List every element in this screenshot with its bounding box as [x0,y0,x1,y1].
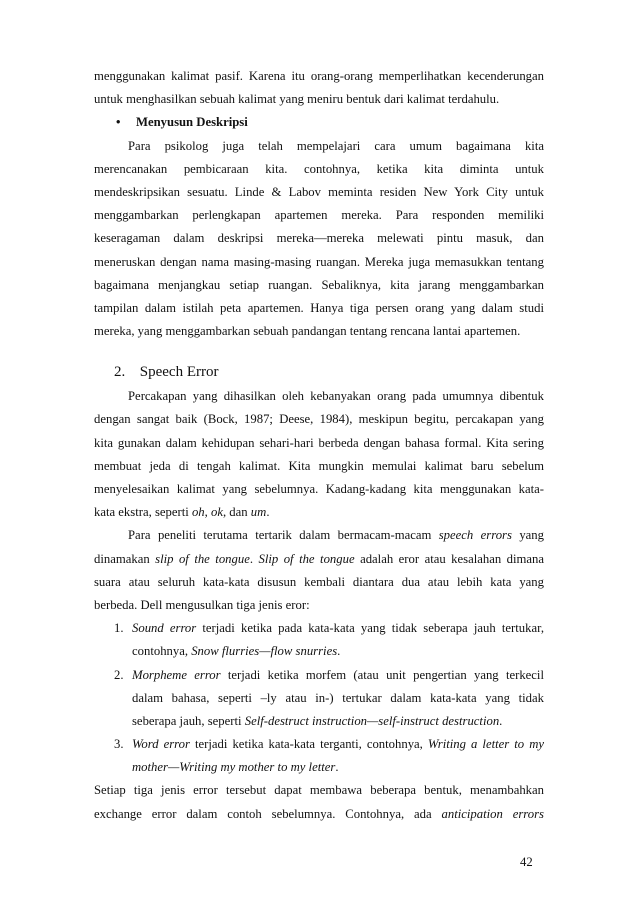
text: . [249,551,259,566]
para3-line-2: dengan sangat baik (Bock, 1987; Deese, 1984), meskipun begitu, percakapan yang [94,412,544,427]
page-body [94,65,544,826]
text: terjadi ketika pada kata-kata yang tidak seberapa jauh tertukar, [196,621,544,636]
text: . [266,505,270,520]
list-line [132,664,544,687]
para5-line-1: Setiap tiga jenis error tersebut dapat membawa beberapa bentuk, menambahkan [94,783,544,798]
term-speech-errors: speech errors [438,528,512,543]
para3-line-6 [94,501,544,524]
para2-line-1: Para psikolog juga telah mempelajari cara umum bagaimana kita [128,138,544,153]
example-um: um [250,505,267,520]
para2-line-6: meneruskan dengan nama masing-masing ruangan. Mereka juga memasukkan tentang [94,254,544,269]
example-oh: oh [191,505,205,520]
term: Morpheme error [132,667,221,682]
text: terjadi ketika kata-kata terganti, contohnya, [189,737,428,752]
para3-line-5: menyelesaikan kalimat yang sebelumnya. Kadang-kadang kita menggunakan kata- [94,482,544,496]
list-line [132,733,544,756]
para3-line-3: kita gunakan dalam kehidupan sehari-hari berbeda dengan bahasa formal. Kita sering [94,435,544,450]
para2-line-8: tampilan dalam istilah peta apartemen. Hanya tiga persen orang yang dalam studi [94,300,544,315]
list-line [132,756,544,779]
list-line: dalam bahasa, seperti –ly atau in-) tertukar dalam kata-kata yang tidak [132,690,544,705]
list-number: 1. [114,621,124,636]
text: . [337,644,341,659]
text: , [204,505,211,520]
para2-line-7: bagaimana menjangkau setiap ruangan. Sebaliknya, kita jarang menggambarkan [94,277,544,292]
para2-line-9: mereka, yang menggambarkan sebuah pandangan tentang rencana lantai apartemen. [94,324,521,339]
para2-line-4: menggambarkan perlengkapan apartemen mereka. Para responden memiliki [94,208,544,223]
term: Word error [132,737,190,752]
term: Sound error [132,621,197,636]
list-item [94,733,544,779]
para3-line-4: membuat jeda di tengah kalimat. Kita mungkin memulai kalimat baru sebelum [94,458,544,473]
term-slip: Slip of the tongue [258,551,355,566]
text: contohnya, [132,644,192,659]
text: terjadi ketika morfem (atau unit pengertian yang terkecil [220,667,544,682]
bullet-text: Menyusun Deskripsi [136,115,248,130]
para4-line-1 [94,524,544,547]
example: Self-destruct instruction—self-instruct destruction [244,713,500,728]
example: Snow flurries—flow snurries [191,644,338,659]
list-number: 3. [114,737,124,752]
section-heading [94,359,544,385]
text: exchange error dalam contoh sebelumnya. Contohnya, ada [94,806,442,821]
list-item [94,664,544,734]
list-line [132,640,544,663]
text: . [335,760,339,775]
text: kata ekstra, seperti [94,505,192,520]
text: dinamakan [94,551,156,566]
para4-line-3: suara atau seluruh kata-kata disusun kembali diantara dua atau lebih kata yang [94,574,544,589]
example-ok: ok [210,505,223,520]
bullet-item-menyusun-deskripsi [94,111,544,134]
section-title: Speech Error [139,364,219,381]
list-line [132,710,544,733]
bullet-icon: • [116,115,121,130]
para4-line-4: berbeda. Dell mengusulkan tiga jenis eror: [94,597,310,612]
text: Para peneliti terutama tertarik dalam bermacam-macam [128,528,439,543]
text: , dan [222,505,251,520]
list-line [132,617,544,640]
para1-line-2: untuk menghasilkan sebuah kalimat yang meniru bentuk dari kalimat terdahulu. [94,92,500,107]
para4-line-2 [94,548,544,571]
para2-line-3: mendeskripsikan sesuatu. Linde & Labov meminta residen New York City untuk [94,184,544,199]
para2-line-5: keseragaman dalam deskripsi mereka—mereka melewati pintu masuk, dan [94,231,544,246]
para2-line-2: merencanakan pembicaraan kita. contohnya, ketika kita diminta untuk [94,161,544,176]
example: Writing a letter to my [427,737,544,752]
para1-line-1: menggunakan kalimat pasif. Karena itu orang-orang memperlihatkan kecenderungan [94,69,544,83]
text: yang [511,528,544,543]
term-slip: slip of the tongue [155,551,250,566]
page-number: 42 [520,855,533,869]
section-number: 2. [114,364,126,381]
term-anticipation-errors: anticipation errors [441,806,544,821]
list-number: 2. [114,667,124,682]
para3-line-1: Percakapan yang dihasilkan oleh kebanyakan orang pada umumnya dibentuk [128,389,544,404]
text: seberapa jauh, seperti [132,713,245,728]
text: adalah eror atau kesalahan dimana [354,551,545,566]
example: mother—Writing my mother to my letter [132,760,336,775]
para5-line-2 [94,803,544,826]
list-item [94,617,544,663]
text: . [499,713,503,728]
